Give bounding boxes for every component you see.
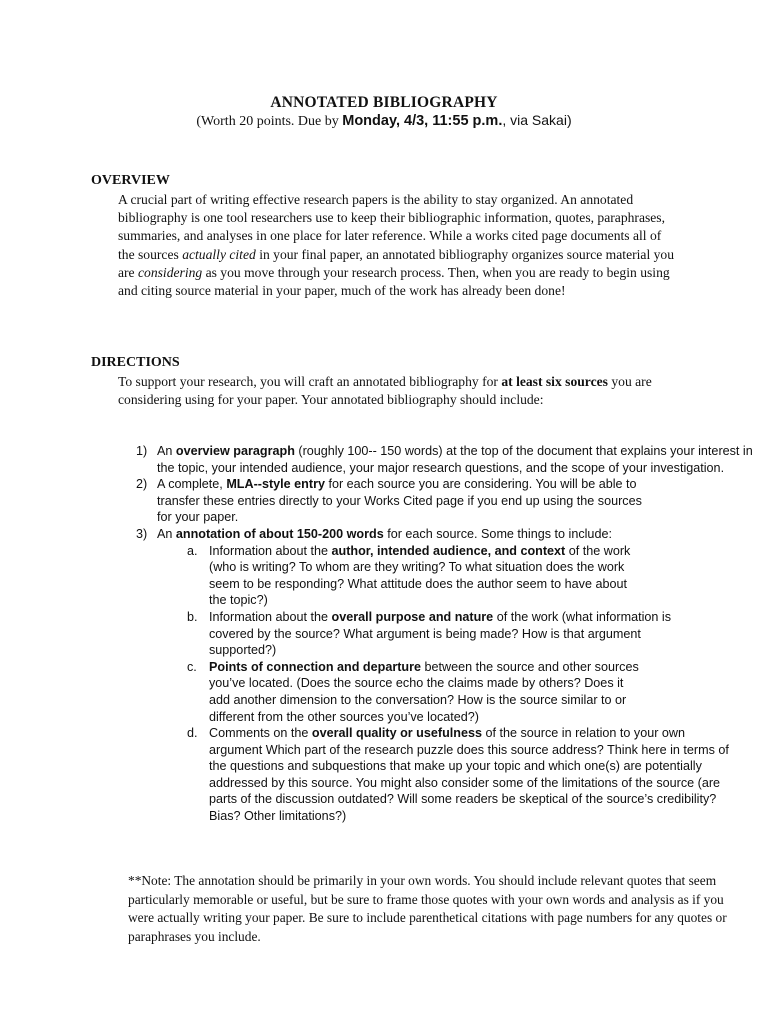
- subitem-text-pre: Information about the: [209, 609, 332, 624]
- subitem-letter: c.: [187, 659, 197, 674]
- list-item: [136, 443, 757, 476]
- directions-text-2: you are considering using for your paper. Your annotated bibliography should include:: [118, 374, 652, 408]
- directions-bold: at least six sources: [501, 374, 608, 389]
- subitem-text-post: of the work (who is writing? To whom are they writing? To what situation does the work seem to be responding? What attitude does the author seem to have about the topic?): [209, 543, 631, 608]
- subitem-letter: b.: [187, 609, 198, 624]
- item-text-pre: A complete,: [157, 477, 227, 492]
- item-text-post: for each source. Some things to include:: [383, 526, 612, 541]
- subtitle-open: (: [196, 114, 202, 129]
- subtitle-via: , via Sakai): [502, 112, 572, 128]
- subitem-text-post: of the source in relation to your own argument Which part of the research puzzle does this source address? Think here in terms of the questions and subquestions that make up your topic and which one(s) are potentially addressed by this source. You might also consider some of the limitations of the source (are parts of the discussion outdated? Will some readers be skeptical of the source’s credibility? Bias? Other limitations?): [209, 726, 729, 824]
- directions-paragraph: [118, 373, 658, 409]
- due-date: Monday, 4/3, 11:55 p.m.: [342, 113, 503, 129]
- overview-text-3: as you move through your research process. Then, when you are ready to begin using and citing source material in your paper, much of the work has already been done!: [118, 264, 670, 299]
- overview-heading: OVERVIEW: [91, 173, 170, 188]
- list-item: [136, 476, 647, 526]
- item-text-pre: An: [157, 526, 176, 541]
- document-title: ANNOTATED BIBLIOGRAPHY: [270, 94, 498, 111]
- overview-text-1: A crucial part of writing effective research papers is the ability to stay organized. An annotated bibliography is one tool researchers use to keep their bibliographic information, quotes, paraphrases, summaries, and analyses in one place for later reference. While a works cited page documents all of the sources: [118, 192, 665, 262]
- subitem-text-bold: author, intended audience, and context: [331, 543, 566, 558]
- item-text-bold: overview paragraph: [175, 444, 295, 458]
- item-text-post: (roughly 100-- 150 words) at the top of the document that explains your interest in the topic, your intended audience, your major research questions, and the scope of your investigation.: [157, 444, 753, 475]
- overview-emphasis-2: considering: [138, 264, 203, 280]
- subitem-text-bold: overall purpose and nature: [331, 609, 494, 624]
- subitem-text-post: of the work (what information is covered by the source? What argument is being made? How is that argument supported?): [209, 609, 671, 658]
- overview-emphasis-1: actually cited: [182, 246, 256, 262]
- document-subtitle: [0, 112, 768, 130]
- directions-heading: DIRECTIONS: [91, 355, 180, 370]
- list-subitem: [187, 659, 639, 725]
- subitem-letter: a.: [187, 543, 198, 558]
- overview-text-2: in your final paper, an annotated bibliography organizes source material you are: [118, 246, 675, 280]
- list-subitem: [187, 543, 639, 609]
- item-text-pre: An: [157, 444, 176, 458]
- item-text-bold: MLA--style entry: [226, 477, 325, 492]
- directions-text-1: To support your research, you will craft an annotated bibliography for: [118, 374, 502, 389]
- item-number: 1): [136, 444, 148, 458]
- subitem-text-pre: Information about the: [209, 543, 332, 558]
- list-subitem: [187, 725, 734, 825]
- subitem-text-pre: Comments on the: [209, 726, 312, 741]
- subtitle-worth: Worth 20 points. Due by: [201, 114, 343, 129]
- note-paragraph: **Note: The annotation should be primarily in your own words. You should include relevant quotes that seem particularly memorable or useful, but be sure to frame those quotes with your own words and analysis as if you were actually writing your paper. Be sure to include parenthetical citations with page numbers for any quotes or paraphrases you include.: [128, 873, 727, 944]
- item-number: 2): [136, 477, 148, 492]
- item-text-post: for each source you are considering. You will be able to transfer these entries directly to your Works Cited page if you end up using the sources for your paper.: [157, 477, 642, 525]
- item-text-bold: annotation of about 150-200 words: [175, 526, 384, 541]
- item-number: 3): [136, 526, 148, 541]
- overview-paragraph: [118, 191, 678, 300]
- list-item: [136, 526, 757, 543]
- subitem-text-post: between the source and other sources you’ve located. (Does the source echo the claims made by others? Does it add another dimension to the conversation? How is the source similar to or different from the other sources you’ve located?): [209, 659, 639, 724]
- list-subitem: [187, 609, 709, 659]
- subitem-text-bold: overall quality or usefulness: [311, 726, 482, 741]
- subitem-letter: d.: [187, 726, 198, 741]
- requirements-list: [136, 443, 753, 825]
- subitem-text-bold: Points of connection and departure: [209, 659, 422, 674]
